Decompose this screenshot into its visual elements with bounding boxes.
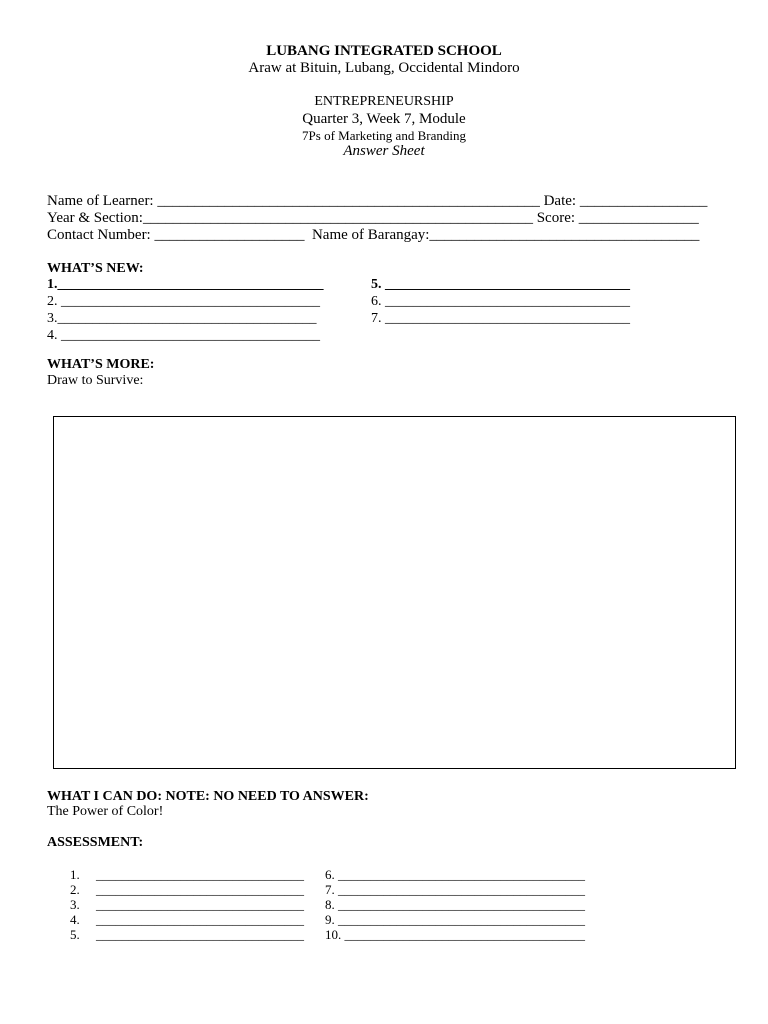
assessment-answer-8[interactable]: 8. ______________________________________ bbox=[325, 897, 585, 912]
drawing-area-box[interactable] bbox=[53, 416, 736, 769]
whats-new-answer-3[interactable]: 3._____________________________________ bbox=[47, 311, 317, 326]
whats-new-answer-7[interactable]: 7. ___________________________________ bbox=[371, 311, 630, 326]
assessment-answer-7[interactable]: 7. ______________________________________ bbox=[325, 882, 585, 897]
whats-new-answer-1[interactable]: 1.______________________________________ bbox=[47, 277, 324, 292]
assessment-answer-5[interactable]: 5. ________________________________ bbox=[70, 927, 304, 942]
learner-name-date-row[interactable]: Name of Learner: ___________________________________________________ Date: _________________ bbox=[47, 193, 708, 209]
assessment-answer-6[interactable]: 6. ______________________________________ bbox=[325, 867, 585, 882]
document-type: Answer Sheet bbox=[343, 143, 425, 159]
assessment-answer-9[interactable]: 9. ______________________________________ bbox=[325, 912, 585, 927]
whats-more-heading: WHAT’S MORE: bbox=[47, 357, 155, 372]
school-address: Araw at Bituin, Lubang, Occidental Mindoro bbox=[248, 60, 520, 76]
whats-new-answer-6[interactable]: 6. ___________________________________ bbox=[371, 294, 630, 309]
school-name: LUBANG INTEGRATED SCHOOL bbox=[266, 43, 502, 59]
subject-title: ENTREPRENEURSHIP bbox=[314, 94, 454, 109]
what-i-can-do-heading: WHAT I CAN DO: NOTE: NO NEED TO ANSWER: bbox=[47, 789, 369, 804]
assessment-heading: ASSESSMENT: bbox=[47, 835, 144, 850]
assessment-answer-1[interactable]: 1. ________________________________ bbox=[70, 867, 304, 882]
whats-new-answer-5[interactable]: 5. ___________________________________ bbox=[371, 277, 630, 292]
whats-new-answer-4[interactable]: 4. _____________________________________ bbox=[47, 328, 320, 343]
contact-barangay-row[interactable]: Contact Number: ____________________ Name of Barangay:____________________________________ bbox=[47, 227, 700, 243]
quarter-info: Quarter 3, Week 7, Module bbox=[302, 111, 466, 127]
year-section-score-row[interactable]: Year & Section:____________________________________________________ Score: ________________ bbox=[47, 210, 699, 226]
assessment-answer-3[interactable]: 3. ________________________________ bbox=[70, 897, 304, 912]
assessment-answer-2[interactable]: 2. ________________________________ bbox=[70, 882, 304, 897]
whats-new-answer-2[interactable]: 2. _____________________________________ bbox=[47, 294, 320, 309]
assessment-answer-4[interactable]: 4. ________________________________ bbox=[70, 912, 304, 927]
whats-new-heading: WHAT’S NEW: bbox=[47, 261, 144, 276]
draw-to-survive-label: Draw to Survive: bbox=[47, 373, 144, 388]
module-topic: 7Ps of Marketing and Branding bbox=[302, 128, 466, 143]
assessment-answer-10[interactable]: 10. _____________________________________ bbox=[325, 927, 585, 942]
power-of-color-label: The Power of Color! bbox=[47, 804, 164, 819]
